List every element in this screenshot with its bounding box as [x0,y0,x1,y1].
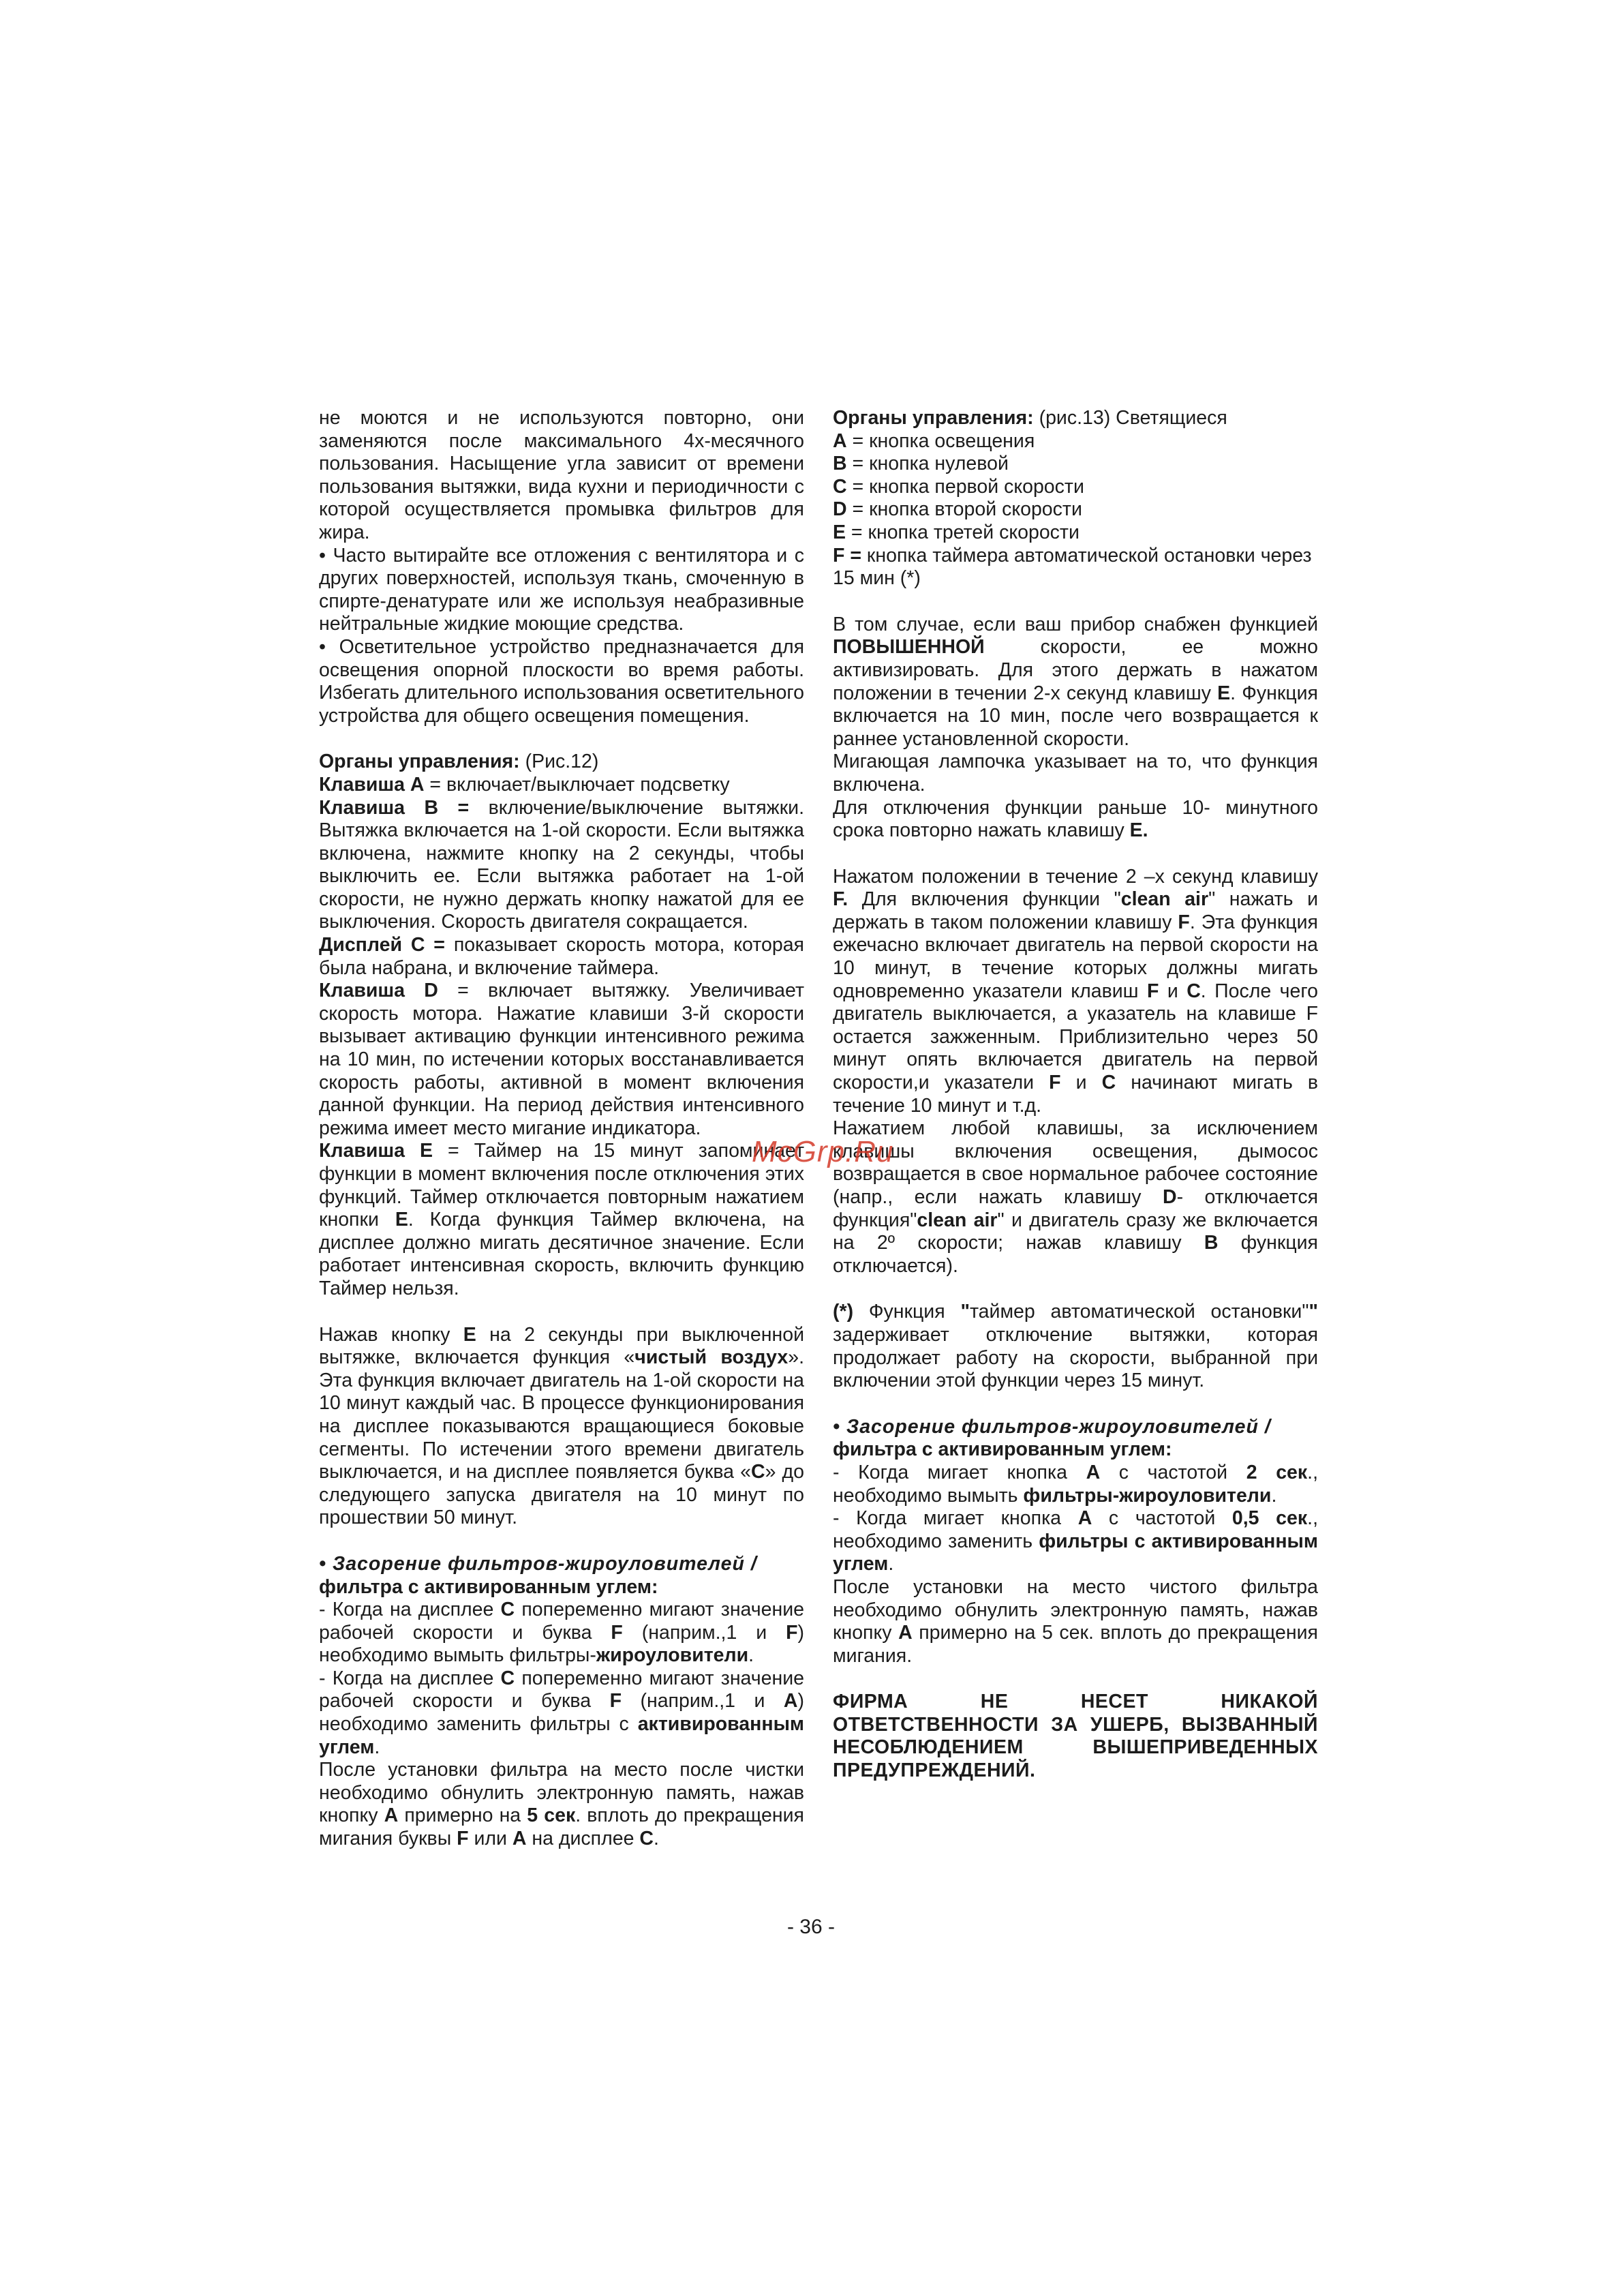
button-f-item: F = кнопка таймера автоматической остановки через 15 мин (*) [833,544,1312,590]
clean-air-exit-paragraph: Нажатием любой клавишы, за исключением клавишы включения освещения, дымосос возвращается в свое нормальное рабочее состояние (напр., если нажать клавишу D- отключается функция"clean air" и двигатель сразу же включается на 2º скорости; нажав клавишу B функция отключается). [833,1117,1319,1277]
filter-clog-title: • Засорение фильтров-жироуловителей / [319,1552,757,1575]
right-column [833,407,1318,1783]
button-c-item: C = кнопка первой скорости [833,475,1084,498]
key-e-description: Клавиша E = Таймер на 15 минут запоминает функции в момент включения после отключения этих функций. Таймер отключается повторным нажатием кнопки E. Когда функция Таймер включена, на дисплее должно мигать десятичное значение. Если работает интенсивная скорость, включить функцию Таймер нельзя. [319,1140,804,1299]
auto-stop-timer-note: (*) Функция "таймер автоматической остановки"" задерживает отключение вытяжки, которая продолжает работу на скорости, выбранной при включении этой функции через 15 минут. [833,1301,1318,1392]
key-b-description: Клавиша B = включение/выключение вытяжки. Вытяжка включается на 1-ой скорости. Если вытяжка включена, нажмите кнопку на 2 секунды, чтобы выключить ее. Если вытяжка работает на 1-ой скорости, не нужно держать кнопку нажатой для ее выключения. Скорость двигателя сокращается. [319,796,804,933]
boost-off-note: Для отключения функции раньше 10- минутного срока повторно нажать клавишу E. [833,796,1318,842]
carbon-filter-note: - Когда на дисплее C попеременно мигают значение рабочей скорости и буква F (наприм.,1 и A) необходимо заменить фильтры с активированным углем. [319,1667,804,1758]
filter-clog-subtitle: фильтра с активированным углем: [319,1575,658,1598]
boost-lamp-note: Мигающая лампочка указывает на то, что функция включена. [833,751,1318,796]
grease-filter-note-right: - Когда мигает кнопка A с частотой 2 сек., необходимо вымыть фильтры-жироуловители. [833,1461,1319,1507]
liability-warning: ФИРМА НЕ НЕСЕТ НИКАКОЙ ОТВЕТСТВЕННОСТИ ЗА УШЕРБ, ВЫЗВАННЫЙ НЕСОБЛЮДЕНИЕМ ВЫШЕПРИВЕДЕННЫХ ПРЕДУПРЕЖДЕНИЙ. [833,1691,1318,1782]
page-number: - 36 - [786,1916,836,1938]
lighting-paragraph: • Осветительное устройство предназначается для освещения опорной плоскости во время работы. Избегать длительного использования осветительного устройства для общего освещения помещения. [319,635,804,727]
controls-title: Органы управления: [319,751,520,773]
intro-paragraph: не моются и не используются повторно, они заменяются после максимального 4х-месячного пользования. Насыщение угла зависит от времени пользования вытяжки, вида кухни и периодичности с которой осуществляется промывка фильтров для жира. [319,407,804,543]
button-a-item: A = кнопка освещения [833,429,1035,452]
display-c-description: Дисплей C = показывает скорость мотора, которая была набрана, и включение таймера. [319,934,804,979]
reset-memory-note-right: После установки на место чистого фильтра необходимо обнулить электронную память, нажав кнопку A примерно на 5 сек. вплоть до прекращения мигания. [833,1575,1318,1667]
clean-air-paragraph-right: Нажатом положении в течение 2 –х секунд клавишу F. Для включения функции "clean air" нажать и держать в таком положении клавишу F. Эта функция ежечасно включает двигатель на первой скорости на 10 минут, в течение которых должны мигать одновременно указатели клавиш F и C. После чего двигатель выключается, а указатель на клавише F остается зажженным. Приблизительно через 50 минут опять включается двигатель на первой скорости,и указатели F и C начинают мигать в течение 10 минут и т.д. [833,865,1319,1117]
controls-section-fig13: Органы управления: (рис.13) Светящиеся [833,407,1227,429]
button-d-item: D = кнопка второй скорости [833,498,1082,521]
clean-air-paragraph: Нажав кнопку E на 2 секунды при выключенной вытяжке, включается функция «чистый воздух». Эта функция включает двигатель на 1-ой скорости на 10 минут каждый час. В процессе функционирования на дисплее показываются вращающиеся боковые сегменты. По истечении этого времени двигатель выключается, и на дисплее появляется буква «С» до следующего запуска двигателя на 10 минут по прошествии 50 минут. [319,1323,805,1529]
left-column [319,407,804,1851]
carbon-filter-note-right: - Когда мигает кнопка A с частотой 0,5 сек., необходимо заменить фильтры с активированным углем. [833,1507,1318,1575]
filter-clog-title-right: • Засорение фильтров-жироуловителей / [833,1415,1271,1438]
key-d-description: Клавиша D = включает вытяжку. Увеличивает скорость мотора. Нажатие клавиши 3-й скорости вызывает активацию функции интенсивного режима на 10 мин, по истечении которых восстанавливается скорость работы, активной в момент включения данной функции. На период действия интенсивного режима имеет место мигание индикатора. [319,980,804,1139]
key-a-description: Клавиша A = включает/выключает подсветку [319,773,730,796]
boost-paragraph: В том случае, если ваш прибор снабжен функцией ПОВЫШЕННОЙ скорости, ее можно активизировать. Для этого держать в нажатом положении в течении 2-х секунд клавишу E. Функция включается на 10 мин, после чего возвращается к раннее установленной скорости. [833,613,1318,750]
watermark-text: McGrp.Ru [752,1135,894,1168]
controls-section-fig12: Органы управления: (Рис.12) [319,751,599,773]
button-b-item: B = кнопка нулевой [833,453,1009,475]
reset-memory-note: После установки фильтра на место после чистки необходимо обнулить электронную память, нажав кнопку A примерно на 5 сек. вплоть до прекращения мигания буквы F или A на дисплее C. [319,1759,804,1850]
button-e-item: E = кнопка третей скорости [833,521,1080,543]
grease-filter-note: - Когда на дисплее C попеременно мигают значение рабочей скорости и буква F (наприм.,1 и F) необходимо вымыть фильтры-жироуловители. [319,1599,804,1667]
fan-cleaning-paragraph: • Часто вытирайте все отложения с вентилятора и с других поверхностей, используя ткань, смоченную в спирте-денатурате или же используя неабразивные нейтральные жидкие моющие средства. [319,544,804,635]
filter-clog-subtitle-right: фильтра с активированным углем: [833,1438,1172,1461]
